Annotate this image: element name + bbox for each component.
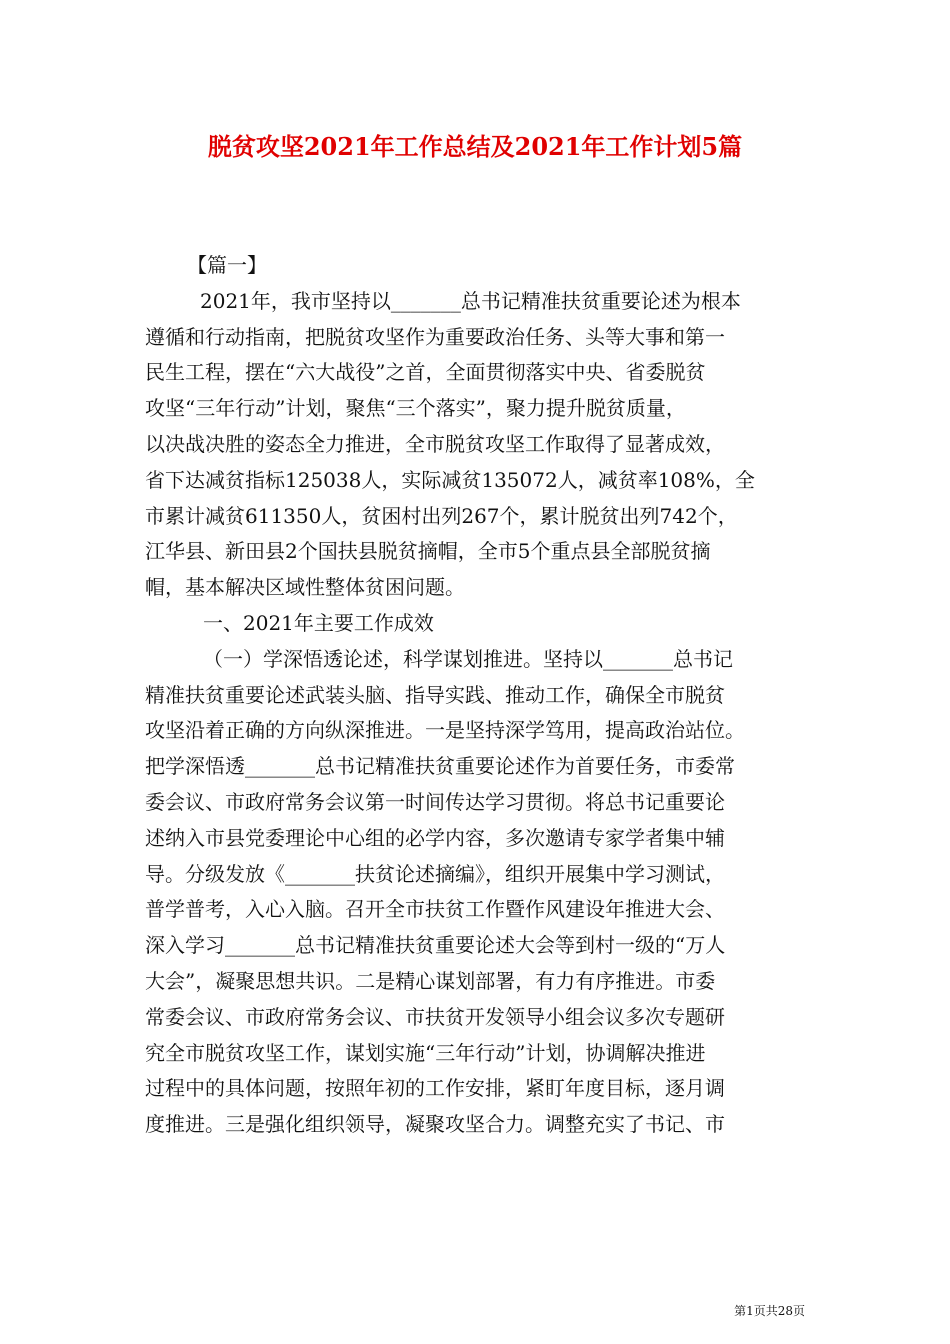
paragraph-line: 精准扶贫重要论述武装头脑、指导实践、推动工作，确保全市脱贫: [145, 682, 725, 707]
section-label: 【篇一】: [187, 253, 267, 277]
paragraph-line: 述纳入市县党委理论中心组的必学内容，多次邀请专家学者集中辅: [145, 825, 725, 850]
paragraph-line: 究全市脱贫攻坚工作，谋划实施“三年行动”计划，协调解决推进: [145, 1040, 706, 1065]
paragraph-line: 把学深悟透_______总书记精准扶贫重要论述作为首要任务，市委常: [145, 754, 735, 779]
paragraph-line: 大会”，凝聚思想共识。二是精心谋划部署，有力有序推进。市委: [145, 968, 716, 993]
paragraph-line: 常委会议、市政府常务会议、市扶贫开发领导小组会议多次专题研: [145, 1004, 725, 1029]
document-body: [145, 248, 810, 1143]
paragraph-line: 省下达减贫指标125038人，实际减贫135072人，减贫率108%，全: [145, 467, 755, 492]
paragraph-line: 攻坚沿着正确的方向纵深推进。一是坚持深学笃用，提高政治站位。: [145, 718, 745, 743]
paragraph-line: （一）学深悟透论述，科学谋划推进。坚持以_______总书记: [203, 646, 733, 671]
paragraph-line: 江华县、新田县2个国扶县脱贫摘帽，全市5个重点县全部脱贫摘: [145, 539, 711, 564]
paragraph-line: 以决战决胜的姿态全力推进，全市脱贫攻坚工作取得了显著成效，: [145, 431, 725, 456]
paragraph-line: 委会议、市政府常务会议第一时间传达学习贯彻。将总书记重要论: [145, 789, 725, 814]
paragraph-line: 度推进。三是强化组织领导，凝聚攻坚合力。调整充实了书记、市: [145, 1112, 725, 1137]
paragraph-line: 攻坚“三年行动”计划，聚焦“三个落实”，聚力提升脱贫质量，: [145, 396, 686, 421]
paragraph-line: 市累计减贫611350人，贫困村出列267个，累计脱贫出列742个，: [145, 503, 738, 528]
paragraph-line: 遵循和行动指南，把脱贫攻坚作为重要政治任务、头等大事和第一: [145, 324, 725, 349]
section-heading: 一、2021年主要工作成效: [203, 610, 434, 635]
document-title: 脱贫攻坚2021年工作总结及2021年工作计划5篇: [207, 132, 743, 161]
paragraph-line: 过程中的具体问题，按照年初的工作安排，紧盯年度目标，逐月调: [145, 1076, 725, 1101]
paragraph-line: 帽，基本解决区域性整体贫困问题。: [145, 575, 465, 600]
paragraph-line: 导。分级发放《_______扶贫论述摘编》，组织开展集中学习测试，: [145, 861, 725, 886]
paragraph-line: 2021年，我市坚持以_______总书记精准扶贫重要论述为根本: [200, 288, 741, 313]
paragraph-line: 深入学习_______总书记精准扶贫重要论述大会等到村一级的“万人: [145, 933, 726, 958]
paragraph-line: 民生工程，摆在“六大战役”之首，全面贯彻落实中央、省委脱贫: [145, 360, 706, 385]
paragraph-line: 普学普考，入心入脑。召开全市扶贫工作暨作风建设年推进大会、: [145, 897, 725, 922]
page-number: 第1页共28页: [734, 1304, 805, 1318]
